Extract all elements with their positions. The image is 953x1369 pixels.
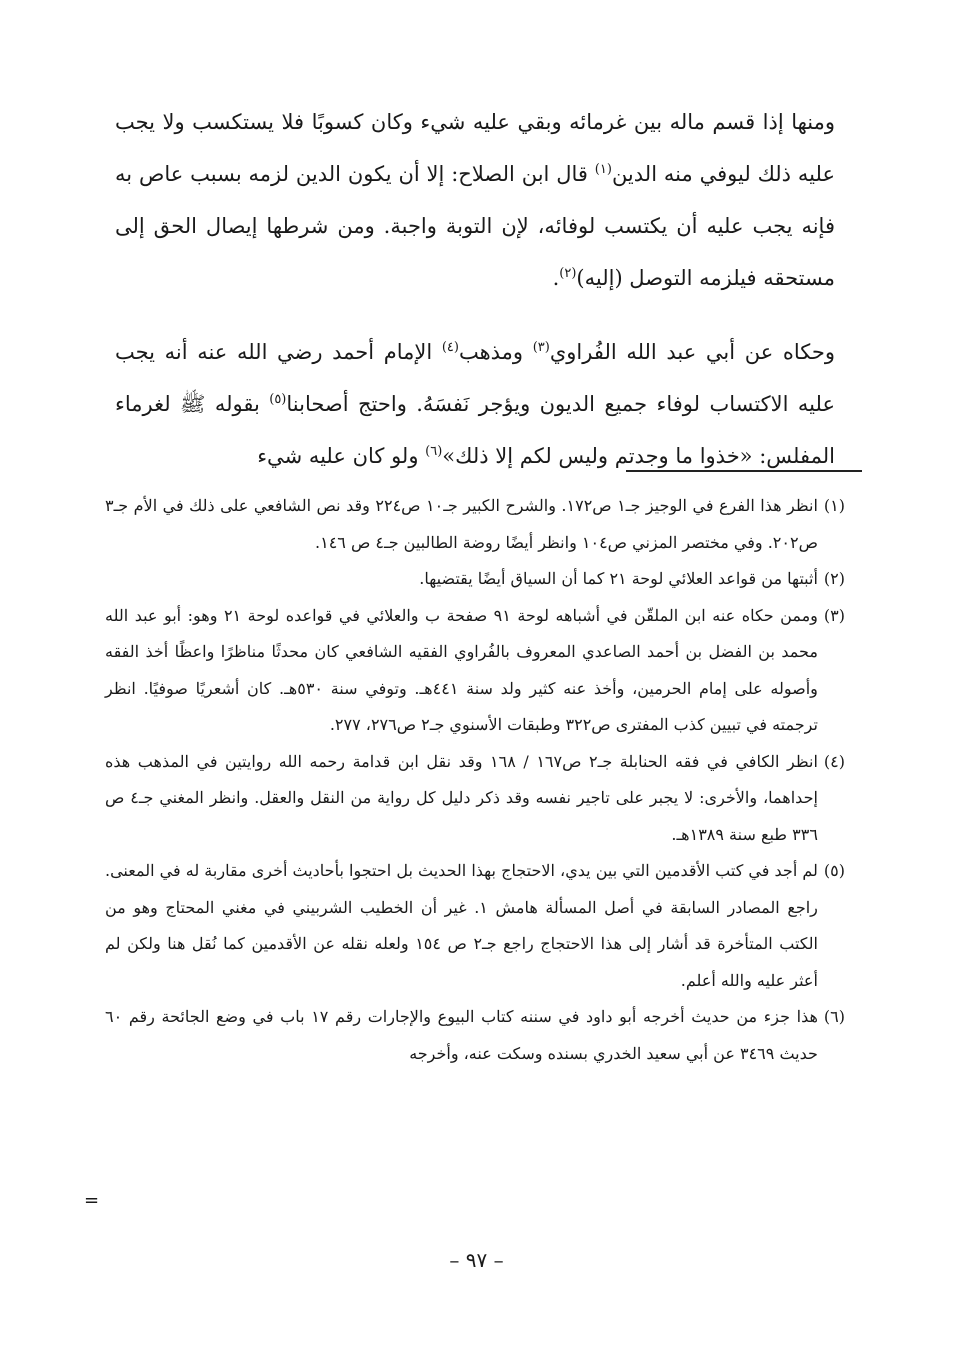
footnote-separator xyxy=(626,470,862,472)
paragraph-text: وحكاه عن أبي عبد الله الفُراوي xyxy=(549,340,835,364)
footnote-text: لم أجد في كتب الأقدمين التي بين يدي، الاحتجاج بهذا الحديث بل احتجوا بأحاديث أخرى مقاربة له في المعنى. راجع المصادر السابقة في أصل المسألة هامش ١. غير أن الخطيب الشربيني في مغني المحتاج وهو من الكتب المتأخرة قد أشار إلى هذا الاحتجاج راجع جـ٢ ص ١٥٤ ولعله نقله عن الأقدمين كما نُقل هنا ولكن لم أعثر عليه والله أعلم. xyxy=(105,861,818,990)
footnote-5 xyxy=(105,853,845,999)
page-number: – ٩٧ – xyxy=(449,1248,504,1272)
footnote-text: هذا جزء من حديث أخرجه أبو داود في سننه كتاب البيوع والإجارات رقم ١٧ باب في وضع الجائحة رقم ٦٠ حديث ٣٤٦٩ عن أبي سعيد الخدري بسنده وسكت عنه، وأخرجه xyxy=(105,1007,818,1063)
paragraph-text: الإمام أحمد رضي الله عنه أنه يجب عليه الاكتساب لوفاء جميع الديون ويؤجر نَفسَهُ. واحتج أصحابنا xyxy=(115,340,835,416)
footnote-ref-2[interactable]: (٢) xyxy=(559,266,577,281)
continuation-mark: = xyxy=(84,1190,100,1211)
footnote-number: (٤) xyxy=(823,751,845,771)
footnote-6 xyxy=(105,999,845,1072)
footnote-3 xyxy=(105,598,845,744)
footnote-text: أثبتها من قواعد العلائي لوحة ٢١ كما أن السياق أيضًا يقتضيها. xyxy=(419,569,818,588)
footnote-text: انظر الكافي في فقه الحنابلة جـ٢ ص١٦٧ / ١٦٨ وقد نقل ابن قدامة رحمه الله روايتين في المذهب هذه إحداهما، والأخرى: لا يجبر على تاجير نفسه وقد ذكر دليل كل رواية من النقل والعقل. وانظر المغني جـ٤ ص ٣٣٦ طبع سنة ١٣٨٩هـ. xyxy=(105,751,818,844)
footnote-1 xyxy=(105,488,845,561)
footnote-number: (٢) xyxy=(823,569,845,588)
main-body-text xyxy=(115,96,835,482)
paragraph-text: قال ابن الصلاح: إلا أن يكون الدين لزمه بسبب عاص به فإنه يجب عليه أن يكتسب لوفائه، لإن التوبة واجبة. ومن شرطها إيصال الحق إلى مستحقه فيلزمه التوصل (إليه) xyxy=(115,162,835,290)
paragraph-text: . xyxy=(552,266,560,290)
paragraph-text: ومذهب xyxy=(458,340,533,364)
body-paragraph-2 xyxy=(115,326,835,482)
footnote-text: انظر هذا الفرع في الوجيز جـ١ ص١٧٢. والشرح الكبير جـ١٠ ص٢٢٤ وقد نص الشافعي على ذلك في الأم جـ٣ ص٢٠٢. وفي مختصر المزني ص١٠٤ وانظر أيضًا روضة الطالبين جـ٤ ص ١٤٦. xyxy=(105,496,818,552)
footnote-number: (١) xyxy=(823,496,845,515)
footnote-ref-1[interactable]: (١) xyxy=(594,162,612,177)
paragraph-text: ولو كان عليه شيء xyxy=(257,444,426,468)
paragraph-text: بقوله ﷺ لغرماء المفلس: «خذوا ما وجدتم وليس لكم إلا ذلك» xyxy=(115,392,835,468)
footnote-number: (٥) xyxy=(823,861,845,880)
footnote-4 xyxy=(105,744,845,854)
footnote-ref-4[interactable]: (٤) xyxy=(441,340,459,355)
footnote-text: وممن حكاه عنه ابن الملقّن في أشباهه لوحة ٩١ صفحة ب والعلائي في قواعده لوحة ٢١ وهو: أبو عبد الله محمد بن الفضل بن أحمد الصاعدي المعروف بالفُراوي الفقيه الشافعي كان محدثًا مناظرًا واعظًا أخذ الفقه وأصوله على إمام الحرمين، وأخذ عنه كثير ولد سنة ٤٤١هـ. وتوفي سنة ٥٣٠هـ. كان أشعريًا صوفيًا. انظر ترجمته في تبيين كذب المفترى ص٣٢٢ وطبقات الأسنوي جـ٢ ص٢٧٦، ٢٧٧. xyxy=(105,605,818,734)
paragraph-text: ومنها إذا قسم ماله بين غرمائه وبقي عليه شيء وكان كسوبًا فلا يستكسب ولا يجب عليه ذلك ليوفي منه الدين xyxy=(115,110,835,186)
footnotes xyxy=(105,488,845,1072)
footnote-number: (٦) xyxy=(823,1007,845,1026)
footnote-2 xyxy=(105,561,845,598)
body-paragraph-1 xyxy=(115,96,835,304)
footnote-ref-5[interactable]: (٥) xyxy=(269,392,287,407)
footnote-ref-6[interactable]: (٦) xyxy=(425,444,443,459)
footnote-number: (٣) xyxy=(823,605,845,625)
footnote-ref-3[interactable]: (٣) xyxy=(532,340,550,355)
